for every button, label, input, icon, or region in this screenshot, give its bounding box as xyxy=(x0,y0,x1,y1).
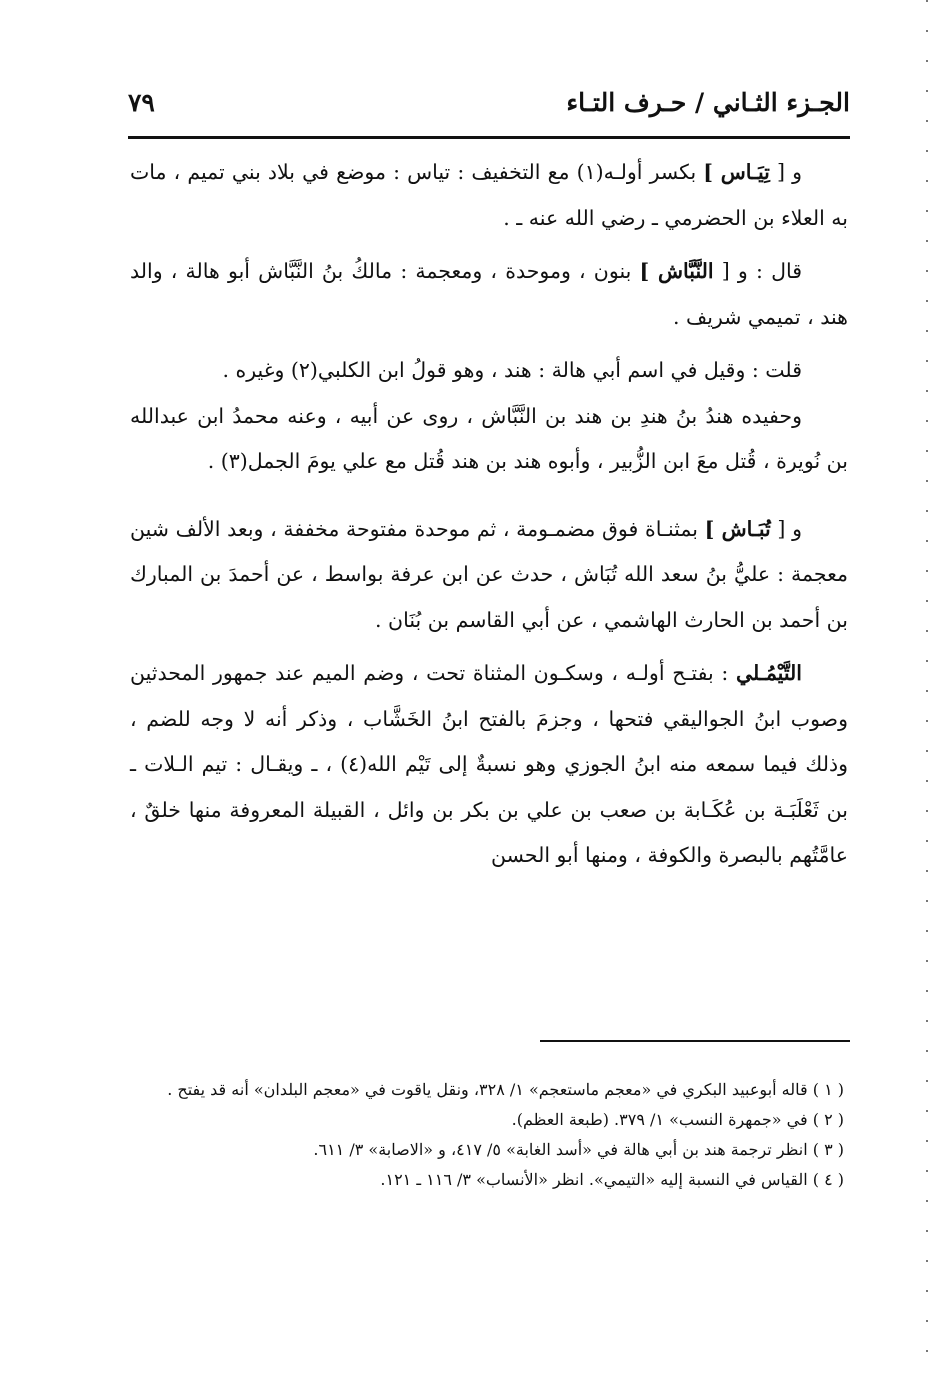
header-rule xyxy=(128,136,850,139)
grandson-paragraph: وحفيده هندُ بنُ هندِ بن هند بن النَّبَّاش ، روى عن أبيه ، وعنه محمدُ ابن عبدالله بن نُويرة ، قُتل معَ ابن الزُّبير ، وأبوه هند بن هند قُتل مع علي يومَ الجمل(٣) . xyxy=(130,403,848,473)
note-paragraph: قلت : وقيل في اسم أبي هالة : هند ، وهو قولُ ابن الكلبي(٢) وغيره . xyxy=(222,358,802,382)
entry-text: بكسر أولـه(١) مع التخفيف : تياس : موضع في بلاد بني تميم ، مات به العلاء بن الحضرمي ـ رضي الله عنه ـ . xyxy=(130,160,848,230)
entry-prefix: و [ xyxy=(769,160,802,184)
entry-tiyas xyxy=(130,150,848,241)
entry-nabbash xyxy=(130,249,848,340)
entry-prefix: و [ xyxy=(770,516,803,541)
page-header xyxy=(128,88,850,128)
entry-term: تِيَـاس ] xyxy=(703,160,770,184)
entry-text: : بفتـح أولـه ، وسكـون المثناة تحت ، وضم الميم عند جمهور المحدثين وصوب ابنُ الجواليقي فتحها ، وجزمَ بالفتح ابنُ الخَشَّاب ، وذكر أنه لا وجه للضم ، وذلك فيما سمعه منه ابنُ الجوزي وهو نسبةٌ إلى تَيْم الله(٤) ، ـ ويقـال : تيم الـلات ـ بن ثَعْلَبَـة بن عُكَـابة بن صعب بن علي بن بكر بن وائل ، القبيلة المعروفة منها خلقٌ ، عامَّتُهم بالبصرة والكوفة ، ومنها أبو الحسن xyxy=(130,661,848,867)
scan-edge-marks xyxy=(926,0,928,1377)
main-text xyxy=(130,150,848,879)
entry-taymuli xyxy=(130,651,848,879)
running-title: الجـزء الثـاني / حـرف التـاء xyxy=(566,88,850,117)
entry-term: النَّبَّاش ] xyxy=(639,259,714,283)
entry-text: بنون ، وموحدة ، ومعجمة : مالكُ بنُ النَّبَّاش أبو هالة ، والد هند ، تميمي شريف . xyxy=(130,259,848,329)
footnote-separator xyxy=(540,1040,850,1042)
entry-tubash xyxy=(130,507,848,644)
entry-term: التَّيْمُـلي xyxy=(735,661,802,685)
footnote: ( ٤ ) القياس في النسبة إليه «التيمي». انظر «الأنساب» ٣/ ١١٦ ـ ١٢١. xyxy=(380,1170,844,1189)
entry-text: بمثنـاة فوق مضمـومة ، ثم موحدة مفتوحة مخففة ، وبعد الألف شين معجمة : عليُّ بنُ سعد الله تُبَاش ، حدث عن ابن عرفة بواسط ، عن أحمدَ بن المبارك بن أحمد بن الحارث الهاشمي ، عن أبي القاسم بن بُنَان . xyxy=(130,516,848,632)
entry-prefix: قال : و [ xyxy=(713,259,803,283)
entry-term: تُبَـاش ] xyxy=(704,516,771,541)
footnote: ( ١ ) قاله أبوعبيد البكري في «معجم ماستعجم» ١/ ٣٢٨، ونقل ياقوت في «معجم البلدان» أنه قد يفتح . xyxy=(167,1080,844,1099)
footnotes xyxy=(132,1075,848,1195)
footnote: ( ٢ ) في «جمهرة النسب» ١/ ٣٧٩. (طبعة العظم). xyxy=(511,1110,844,1129)
footnote: ( ٣ ) انظر ترجمة هند بن أبي هالة في «أسد الغابة» ٥/ ٤١٧، و «الاصابة» ٣/ ٦١١. xyxy=(313,1140,844,1159)
page-number: ٧٩ xyxy=(128,88,155,117)
